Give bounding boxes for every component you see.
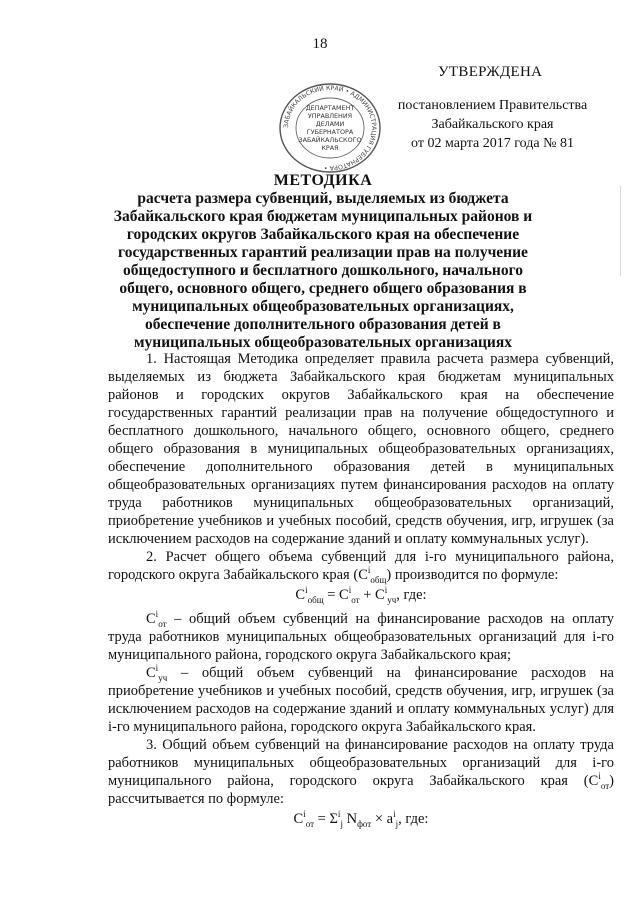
def-1-sub: от <box>158 618 167 629</box>
paragraph-3-tail: ) рассчитывается по формуле: <box>108 773 614 807</box>
formula-2-c: C <box>293 811 304 827</box>
def-2-sup: i <box>155 663 159 674</box>
formula-2-times: × a <box>374 811 394 827</box>
formula-2-sum: = Σ <box>317 811 338 827</box>
p3-sub: от <box>600 780 610 791</box>
formula-2-sum-sup: i <box>337 809 341 820</box>
decree-reference <box>370 96 615 153</box>
document-body <box>108 350 614 832</box>
formula-2-sup: i <box>303 809 306 820</box>
formula-2-n-sub: фот <box>357 818 372 829</box>
def-2-sub: уч <box>158 672 168 683</box>
decree-line-2: Забайкальского края <box>431 117 554 132</box>
formula-1-sup: i <box>305 585 308 596</box>
formula-2-a-sub: j <box>395 818 399 829</box>
title-text: расчета размера субвенций, выделяемых из бюджета Забайкальского края бюджетам муниципальных районов и городских округов Забайкальского края на обеспечение государственных гарантий реализации прав на получение общедоступного и бесплатного дошкольного, начального общего, основного общего, среднего общего образования в муниципальных общеобразовательных организациях, обеспечение дополнительного образования детей в муниципальных общеобразовательных организациях <box>113 190 533 351</box>
p3-c: C <box>588 773 599 789</box>
decree-line-3: от 02 марта 2017 года № 81 <box>411 136 574 151</box>
definition-2 <box>108 664 614 736</box>
def-1-text: – общий объем субвенций на финансирование расходов на оплату труда работников муниципальных общеобразовательных организаций для i-го муниципального района, городского округа Забайкальского края; <box>108 611 614 663</box>
official-seal <box>276 82 384 174</box>
paragraph-2-text: 2. Расчет общего объема субвенций для i-го муниципального района, городского округа Забайкальского края ( <box>108 549 614 583</box>
formula-1-eq: = C <box>327 587 349 603</box>
formula-1-sup-2: i <box>348 585 352 596</box>
def-1-sup: i <box>155 609 159 620</box>
document-title <box>108 172 538 352</box>
approval-heading: УТВЕРЖДЕНА <box>438 64 543 80</box>
seal-line-2: УПРАВЛЕНИЯ <box>307 112 353 120</box>
seal-line-3: ДЕЛАМИ <box>315 120 345 128</box>
formula-1-tail: , где: <box>396 587 427 603</box>
def-2-c: C <box>146 665 156 681</box>
definition-1 <box>108 610 614 664</box>
formula-1-sub-2: от <box>351 594 360 605</box>
formula-1-plus: + C <box>363 587 385 603</box>
p3-sup: i <box>598 771 601 782</box>
seal-line-5: ЗАБАЙКАЛЬСКОГО <box>298 136 362 144</box>
paragraph-1: 1. Настоящая Методика определяет правила расчета размера субвенций, выделяемых из бюджета Забайкальского края бюджетам муниципальных районов и городских округов Забайкальского края на обеспечение государственных гарантий реализации прав на получение общедоступного и бесплатного дошкольного, начального общего, основного общего, среднего общего образования в муниципальных общеобразовательных организациях, обеспечение дополнительного образования детей в муниципальных общеобразовательных организациях путем финансирования расходов на оплату труда работников муниципальных общеобразовательных организаций, приобретение учебников и учебных пособий, средств обучения, игр, игрушек (за исключением расходов на содержание зданий и оплату коммунальных услуг). <box>108 351 614 547</box>
formula-2 <box>108 810 614 828</box>
formula-1-sub: общ <box>307 594 324 605</box>
def-1-c: C <box>146 611 156 627</box>
seal-line-1: ДЕПАРТАМЕНТ <box>305 104 355 112</box>
sub-obsh: общ <box>370 574 387 585</box>
seal-line-4: ГУБЕРНАТОРА <box>306 128 354 136</box>
paragraph-3-text: 3. Общий объем субвенций на финансирование расходов на оплату труда работников муниципальных общеобразовательных организаций для i-го муниципального района, городского округа Забайкальского края ( <box>108 737 614 789</box>
formula-1-sup-3: i <box>384 585 388 596</box>
seal-ring-text: ЗАБАЙКАЛЬСКИЙ КРАЙ • АДМИНИСТРАЦИЯ ГУБЕРНАТОРА • <box>282 84 378 172</box>
formula-2-sum-sub: j <box>340 818 343 829</box>
formula-1 <box>108 586 614 604</box>
paragraph-2-tail: ) производится по формуле: <box>386 567 559 583</box>
decree-line-1: постановлением Правительства <box>397 98 588 113</box>
paragraph-3 <box>108 736 614 808</box>
page-number: 18 <box>312 36 328 52</box>
formula-2-a-sup: i <box>393 809 396 820</box>
formula-1-sub-3: уч <box>387 594 397 605</box>
formula-2-sub: от <box>305 818 315 829</box>
symbol-c: C <box>358 567 368 583</box>
def-2-text: – общий объем субвенций на финансирование расходов на приобретение учебников и учебных пособий, средств обучения, игр, игрушек (за исключением расходов на содержание зданий и оплату коммунальных услуг) для i-го муниципального района, городского округа Забайкальского края. <box>108 665 614 735</box>
seal-line-6: КРАЯ <box>321 144 339 152</box>
paragraph-2 <box>108 548 614 584</box>
sup-i: i <box>367 565 371 576</box>
formula-2-n: N <box>346 811 358 827</box>
title-head: МЕТОДИКА <box>273 172 373 189</box>
margin-line <box>620 186 621 276</box>
formula-1-c: C <box>295 587 306 603</box>
formula-2-tail: , где: <box>398 811 429 827</box>
